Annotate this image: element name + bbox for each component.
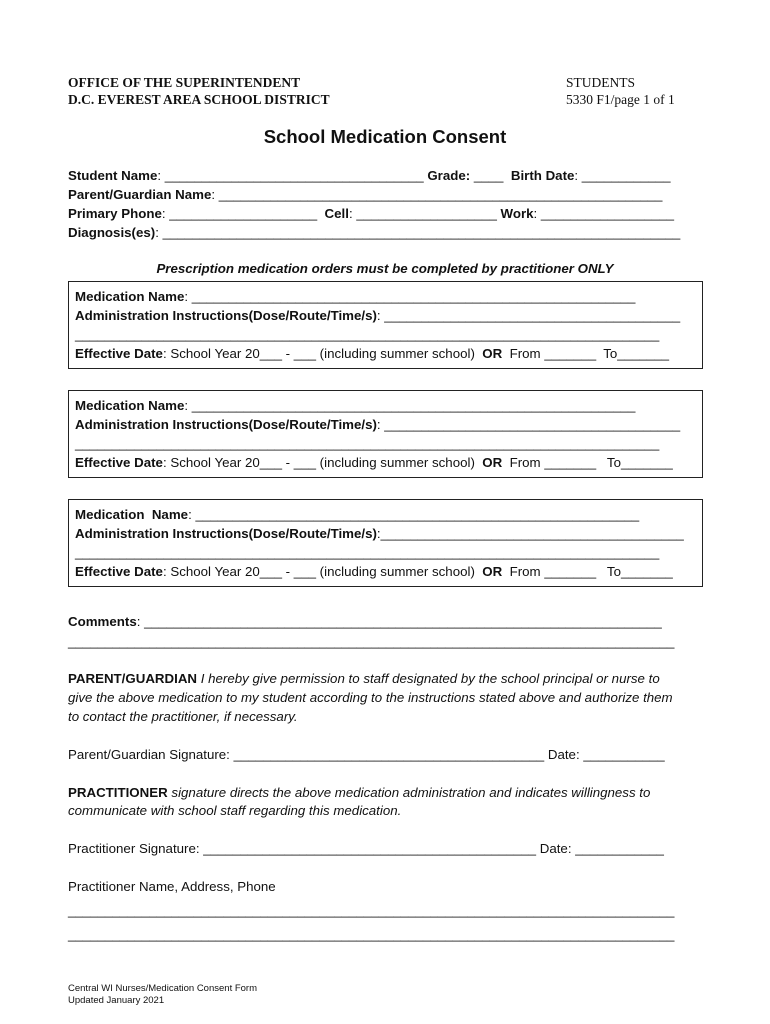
practitioner-statement-line1 (68, 785, 650, 800)
or-label: OR (482, 564, 503, 579)
phone-row (68, 206, 674, 221)
administration-field[interactable]: :_________________________________________ (376, 526, 684, 541)
header-district: D.C. EVEREST AREA SCHOOL DISTRICT (68, 92, 330, 107)
medication-box-3 (68, 499, 703, 587)
date-range-field[interactable]: From _______ To_______ (502, 564, 673, 579)
header-policy-number: 5330 F1/page 1 of 1 (566, 92, 675, 107)
practitioner-statement-line2: communicate with school staff regarding this medication. (68, 803, 402, 818)
or-label: OR (482, 455, 503, 470)
birth-date-label: Birth Date (503, 168, 575, 183)
administration-row (75, 417, 680, 432)
page-title: School Medication Consent (263, 126, 507, 147)
medication-name-label: Medication Name (75, 289, 185, 304)
date-range-field[interactable]: From _______ To_______ (502, 455, 673, 470)
practitioner-label: PRACTITIONER (68, 785, 168, 800)
date-range-field[interactable]: From _______ To_______ (502, 346, 670, 361)
student-name-field[interactable]: : ___________________________________ (157, 168, 424, 183)
practitioner-statement-text: signature directs the above medication administration and indicates willingness to (167, 785, 651, 800)
grade-field[interactable]: ____ (473, 168, 504, 183)
parent-permission-text: I hereby give permission to staff designated by the school principal or nurse to (197, 671, 660, 686)
diagnosis-field[interactable]: : ______________________________________________________________________ (155, 225, 681, 240)
effective-date-row (75, 455, 673, 470)
diagnosis-label: Diagnosis(es) (68, 225, 156, 240)
medication-name-row (75, 398, 635, 413)
school-year-field[interactable]: : School Year 20___ - ___ (including summer school) (162, 455, 483, 470)
footer-updated-date: Updated January 2021 (68, 995, 165, 1006)
practitioner-signature-field[interactable]: Practitioner Signature: _____________________________________________ Date: ____________ (68, 841, 664, 856)
student-name-row (68, 168, 671, 183)
diagnosis-row (68, 225, 680, 240)
medication-name-row (75, 507, 639, 522)
work-label: Work (496, 206, 534, 221)
medication-name-field[interactable]: : ____________________________________________________________ (184, 289, 636, 304)
header-section: STUDENTS (566, 75, 636, 90)
administration-field[interactable]: : ________________________________________ (376, 417, 681, 432)
header-office: OFFICE OF THE SUPERINTENDENT (68, 75, 301, 90)
medication-name-field[interactable]: : ____________________________________________________________ (188, 507, 640, 522)
birth-date-field[interactable]: : ____________ (574, 168, 671, 183)
practitioner-contact-field-line2[interactable]: __________________________________________________________________________________ (68, 927, 675, 942)
administration-field-line2[interactable]: _______________________________________________________________________________ (75, 436, 660, 451)
work-field[interactable]: : __________________ (533, 206, 675, 221)
parent-guardian-label: PARENT/GUARDIAN (68, 671, 198, 686)
medication-box-2 (68, 390, 703, 478)
effective-date-label: Effective Date (75, 564, 163, 579)
parent-permission-line2: give the above medication to my student according to the instructions stated above and authorize them (68, 690, 673, 705)
or-label: OR (482, 346, 503, 361)
practitioner-contact-label: Practitioner Name, Address, Phone (68, 879, 276, 894)
comments-row (68, 614, 662, 629)
school-year-field[interactable]: : School Year 20___ - ___ (including summer school) (162, 564, 483, 579)
comments-label: Comments (68, 614, 137, 629)
school-year-field[interactable]: : School Year 20___ - ___ (including summer school) (162, 346, 483, 361)
parent-permission-line3: to contact the practitioner, if necessary. (68, 709, 298, 724)
primary-phone-label: Primary Phone (68, 206, 162, 221)
comments-field-line2[interactable]: __________________________________________________________________________________ (68, 634, 675, 649)
medication-name-row (75, 289, 635, 304)
administration-label: Administration Instructions(Dose/Route/Time/s) (75, 417, 377, 432)
administration-row (75, 308, 680, 323)
practitioner-contact-field-line1[interactable]: __________________________________________________________________________________ (68, 903, 675, 918)
effective-date-row (75, 564, 673, 579)
cell-label: Cell (317, 206, 349, 221)
parent-name-label: Parent/Guardian Name (68, 187, 212, 202)
student-name-label: Student Name (68, 168, 158, 183)
administration-field-line2[interactable]: _______________________________________________________________________________ (75, 545, 660, 560)
parent-name-row (68, 187, 662, 202)
medication-name-label: Medication Name (75, 398, 185, 413)
parent-name-field[interactable]: : ____________________________________________________________ (211, 187, 663, 202)
medication-name-label: Medication Name (75, 507, 189, 522)
footer-form-name: Central WI Nurses/Medication Consent Form (68, 983, 258, 994)
cell-field[interactable]: : ___________________ (348, 206, 497, 221)
parent-permission-line1 (68, 671, 660, 686)
primary-phone-field[interactable]: : ____________________ (161, 206, 318, 221)
prescription-note: Prescription medication orders must be completed by practitioner ONLY (156, 261, 614, 276)
administration-label: Administration Instructions(Dose/Route/Time/s) (75, 526, 377, 541)
administration-row (75, 526, 684, 541)
grade-label: Grade: (423, 168, 474, 183)
parent-signature-field[interactable]: Parent/Guardian Signature: __________________________________________ Date: ___________ (68, 747, 665, 762)
effective-date-label: Effective Date (75, 455, 163, 470)
administration-field[interactable]: : ________________________________________ (376, 308, 681, 323)
administration-field-line2[interactable]: _______________________________________________________________________________ (75, 327, 660, 342)
medication-name-field[interactable]: : ____________________________________________________________ (184, 398, 636, 413)
medication-box-1 (68, 281, 703, 369)
administration-label: Administration Instructions(Dose/Route/Time/s) (75, 308, 377, 323)
comments-field[interactable]: : ______________________________________________________________________ (136, 614, 662, 629)
effective-date-row (75, 346, 669, 361)
effective-date-label: Effective Date (75, 346, 163, 361)
